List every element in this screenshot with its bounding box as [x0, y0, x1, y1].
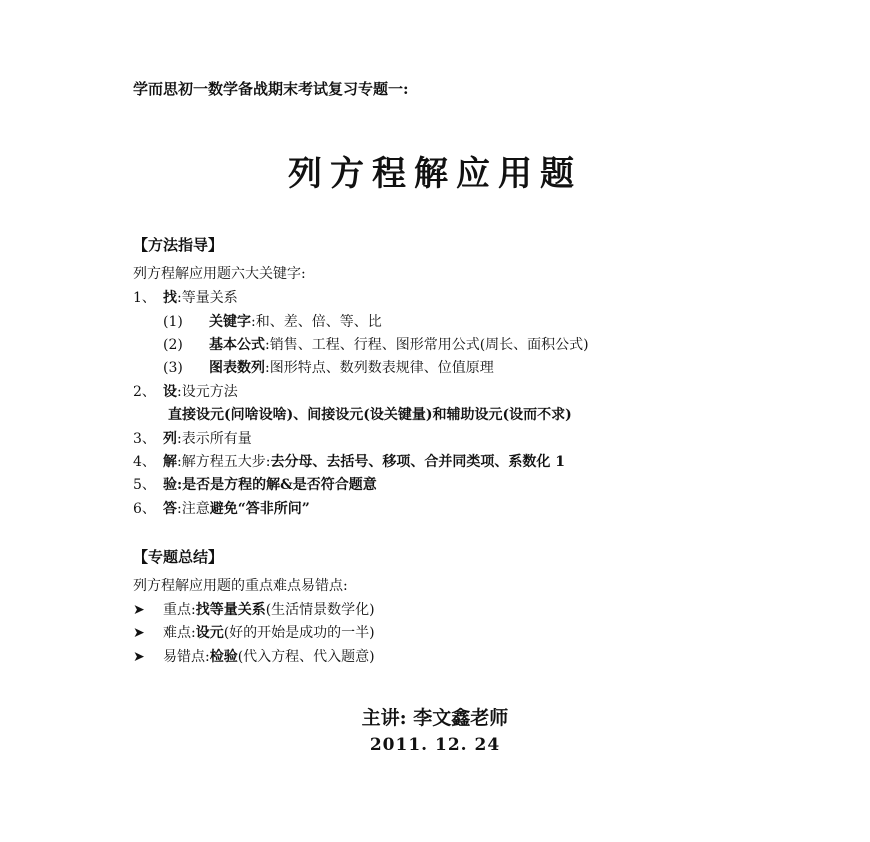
- method-item-1: 1、 找:等量关系: [133, 290, 238, 306]
- method-item-1-1: (1) 关键字:和、差、倍、等、比: [163, 314, 382, 330]
- method-item-1-2: (2) 基本公式:销售、工程、行程、图形常用公式(周长、面积公式): [163, 337, 589, 353]
- arrow-bullet-icon: ➤: [133, 625, 145, 641]
- document-header: 学而思初一数学备战期末考试复习专题一:: [133, 80, 409, 98]
- summary-intro: 列方程解应用题的重点难点易错点:: [133, 578, 348, 594]
- method-item-6: 6、 答:注意避免“答非所问”: [133, 501, 310, 517]
- method-item-2: 2、 设:设元方法: [133, 384, 238, 400]
- method-item-3: 3、 列:表示所有量: [133, 431, 252, 447]
- summary-item-pitfall: ➤ 易错点:检验(代入方程、代入题意): [133, 649, 375, 665]
- method-item-1-3: (3) 图表数列:图形特点、数列数表规律、位值原理: [163, 360, 494, 376]
- method-intro: 列方程解应用题六大关键字:: [133, 266, 306, 282]
- method-item-5: 5、 验:是否是方程的解&是否符合题意: [133, 477, 377, 493]
- method-item-2-detail: 直接设元(问啥设啥)、间接设元(设关键量)和辅助设元(设而不求): [168, 407, 572, 423]
- document-title: 列方程解应用题: [288, 154, 582, 194]
- method-item-4: 4、 解:解方程五大步:去分母、去括号、移项、合并同类项、系数化 1: [133, 454, 566, 470]
- summary-item-key-point: ➤ 重点:找等量关系(生活情景数学化): [133, 602, 375, 618]
- arrow-bullet-icon: ➤: [133, 602, 145, 618]
- date-line: 2011. 12. 24: [369, 735, 501, 755]
- summary-item-difficulty: ➤ 难点:设元(好的开始是成功的一半): [133, 625, 375, 641]
- speaker-line: 主讲: 李文鑫老师: [361, 707, 509, 729]
- summary-heading: 【专题总结】: [133, 548, 224, 566]
- arrow-bullet-icon: ➤: [133, 649, 145, 665]
- method-heading: 【方法指导】: [133, 236, 224, 254]
